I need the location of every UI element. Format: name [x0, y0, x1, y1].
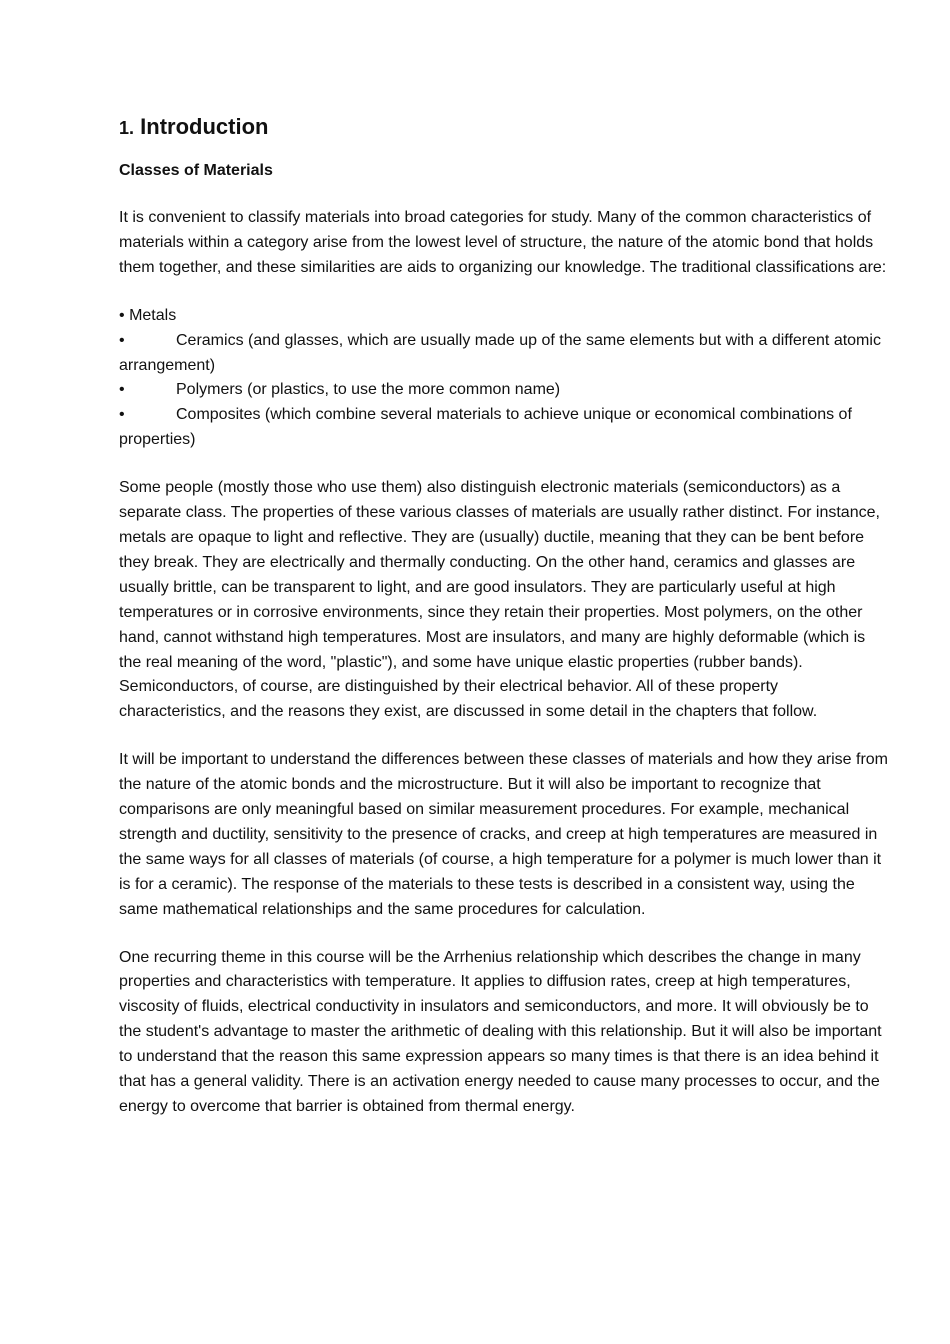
paragraph-4 — [119, 946, 899, 1120]
text-line: the student's advantage to master the arithmetic of dealing with this relationship. But it will also be important — [119, 1023, 882, 1041]
text-line: One recurring theme in this course will be the Arrhenius relationship which describes the change in many — [119, 948, 861, 966]
paragraph-2 — [119, 476, 899, 725]
text-line: they break. They are electrically and thermally conducting. On the other hand, ceramics and glasses are — [119, 553, 856, 571]
text-line: the same ways for all classes of materials (of course, a high temperature for a polymer is much lower than it — [119, 850, 882, 868]
section-heading — [119, 112, 899, 143]
text-line: materials within a category arise from the lowest level of structure, the nature of the atomic bond that holds — [119, 233, 874, 251]
bullet-icon: • — [119, 381, 125, 399]
bullet-icon: • — [119, 331, 125, 349]
text-line: same mathematical relationships and the same procedures for calculation. — [119, 900, 646, 918]
text-line: that has a general validity. There is an activation energy needed to cause many processes to occur, and the — [119, 1073, 880, 1091]
list-item-metals — [119, 304, 899, 329]
list-item-text: Composites (which combine several materials to achieve unique or economical combinations of — [176, 406, 852, 424]
text-line: to understand that the reason this same expression appears so many times is that there is an idea behind it — [119, 1048, 879, 1066]
text-line: usually brittle, can be transparent to light, and are good insulators. They are particularly useful at high — [119, 578, 836, 596]
list-item-text: Ceramics (and glasses, which are usually made up of the same elements but with a different atomic — [176, 331, 881, 349]
list-item-composites — [119, 403, 899, 428]
paragraph-3 — [119, 748, 899, 922]
text-line: the nature of the atomic bonds and the microstructure. But it will also be important to recognize that — [119, 776, 821, 794]
list-item-ceramics-cont: arrangement) — [119, 356, 216, 374]
classification-list — [119, 304, 899, 453]
text-line: comparisons are only meaningful based on similar measurement procedures. For example, mechanical — [119, 801, 850, 819]
text-line: the real meaning of the word, "plastic"), and some have unique elastic properties (rubber bands). — [119, 653, 803, 671]
list-item-text: Metals — [129, 306, 177, 324]
section-number: 1. — [119, 118, 135, 138]
bullet-icon: • — [119, 306, 125, 324]
list-item-text: Polymers (or plastics, to use the more common name) — [176, 381, 561, 399]
list-item-composites-cont: properties) — [119, 431, 196, 449]
document-body — [119, 112, 899, 1120]
text-line: hand, cannot withstand high temperatures. Most are insulators, and many are highly deformable (which is — [119, 628, 866, 646]
text-line: It will be important to understand the differences between these classes of materials and how they arise from — [119, 751, 888, 769]
text-line: viscosity of fluids, electrical conductivity in insulators and semiconductors, and more. It will obviously be to — [119, 998, 869, 1016]
text-line: separate class. The properties of these various classes of materials are usually rather distinct. For instance, — [119, 504, 880, 522]
text-line: characteristics, and the reasons they exist, are discussed in some detail in the chapters that follow. — [119, 703, 818, 721]
bullet-icon: • — [119, 406, 125, 424]
paragraph-1 — [119, 206, 899, 281]
text-line: is for a ceramic). The response of the materials to these tests is described in a consistent way, using the — [119, 875, 855, 893]
text-line: strength and ductility, sensitivity to the presence of cracks, and creep at high temperatures are measured in — [119, 825, 878, 843]
text-line: energy to overcome that barrier is obtained from thermal energy. — [119, 1098, 575, 1115]
list-item-ceramics — [119, 329, 899, 354]
text-line: Semiconductors, of course, are distinguished by their electrical behavior. All of these property — [119, 678, 779, 696]
section-title: Introduction — [140, 114, 269, 139]
text-line: Some people (mostly those who use them) also distinguish electronic materials (semiconductors) as a — [119, 479, 841, 497]
list-item-polymers — [119, 378, 899, 403]
subheading: Classes of Materials — [119, 162, 273, 179]
text-line: temperatures or in corrosive environments, since they retain their properties. Most polymers, on the other — [119, 603, 863, 621]
text-line: them together, and these similarities are aids to organizing our knowledge. The traditional classifications are: — [119, 258, 887, 276]
text-line: metals are opaque to light and reflective. They are (usually) ductile, meaning that they can be bent before — [119, 528, 865, 546]
text-line: It is convenient to classify materials into broad categories for study. Many of the common characteristics of — [119, 209, 872, 226]
text-line: properties and characteristics with temperature. It applies to diffusion rates, creep at high temperatures, — [119, 973, 851, 991]
